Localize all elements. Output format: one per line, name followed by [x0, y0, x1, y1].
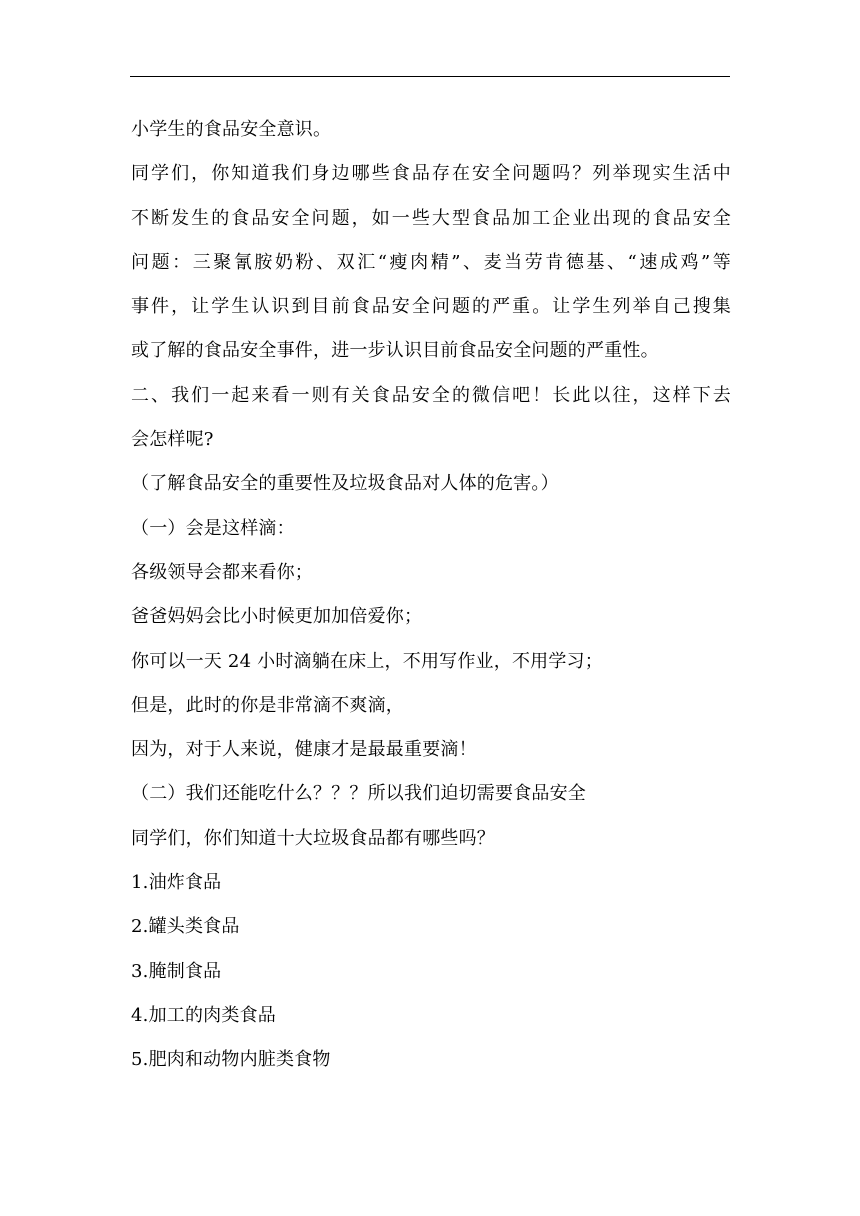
text-line: 小学生的食品安全意识。: [131, 119, 332, 140]
text-line: 同学们，你们知道十大垃圾食品都有哪些吗？: [131, 827, 495, 849]
text-line: 你可以一天 24 小时滴躺在床上，不用写作业，不用学习；: [131, 650, 603, 672]
text-line: 或了解的食品安全事件，进一步认识目前食品安全问题的严重性。: [131, 340, 659, 362]
subsection-heading: （一）会是这样滴：: [131, 517, 295, 539]
section-heading: 二、我们一起来看一则有关食品安全的微信吧！长此以往，这样下去: [131, 384, 731, 406]
text-line: 问题：三聚氰胺奶粉、双汇“瘦肉精”、麦当劳肯德基、“速成鸡”等: [131, 251, 731, 273]
list-item: 4.加工的肉类食品: [131, 1004, 276, 1026]
header-rule: [130, 76, 730, 77]
text-line: 各级领导会都来看你；: [131, 561, 313, 583]
text-line: 爸爸妈妈会比小时候更加加倍爱你；: [131, 606, 423, 628]
text-line: 同学们，你知道我们身边哪些食品存在安全问题吗？列举现实生活中: [131, 163, 731, 185]
text-line: 会怎样呢?: [131, 429, 214, 451]
document-body: [131, 108, 731, 1083]
text-line: 因为，对于人来说，健康才是最最重要滴！: [131, 739, 477, 761]
text-line: 事件，让学生认识到目前食品安全问题的严重。让学生列举自己搜集: [131, 296, 731, 318]
list-item: 5.肥肉和动物内脏类食物: [131, 1049, 331, 1071]
list-item: 2.罐头类食品: [131, 916, 240, 938]
list-item: 1.油炸食品: [131, 872, 222, 894]
subsection-heading: （二）我们还能吃什么？？？所以我们迫切需要食品安全: [131, 783, 586, 805]
text-line: （了解食品安全的重要性及垃圾食品对人体的危害。）: [131, 473, 559, 495]
text-line: 不断发生的食品安全问题，如一些大型食品加工企业出现的食品安全: [131, 207, 731, 229]
list-item: 3.腌制食品: [131, 960, 222, 982]
text-line: 但是，此时的你是非常滴不爽滴，: [131, 694, 404, 716]
